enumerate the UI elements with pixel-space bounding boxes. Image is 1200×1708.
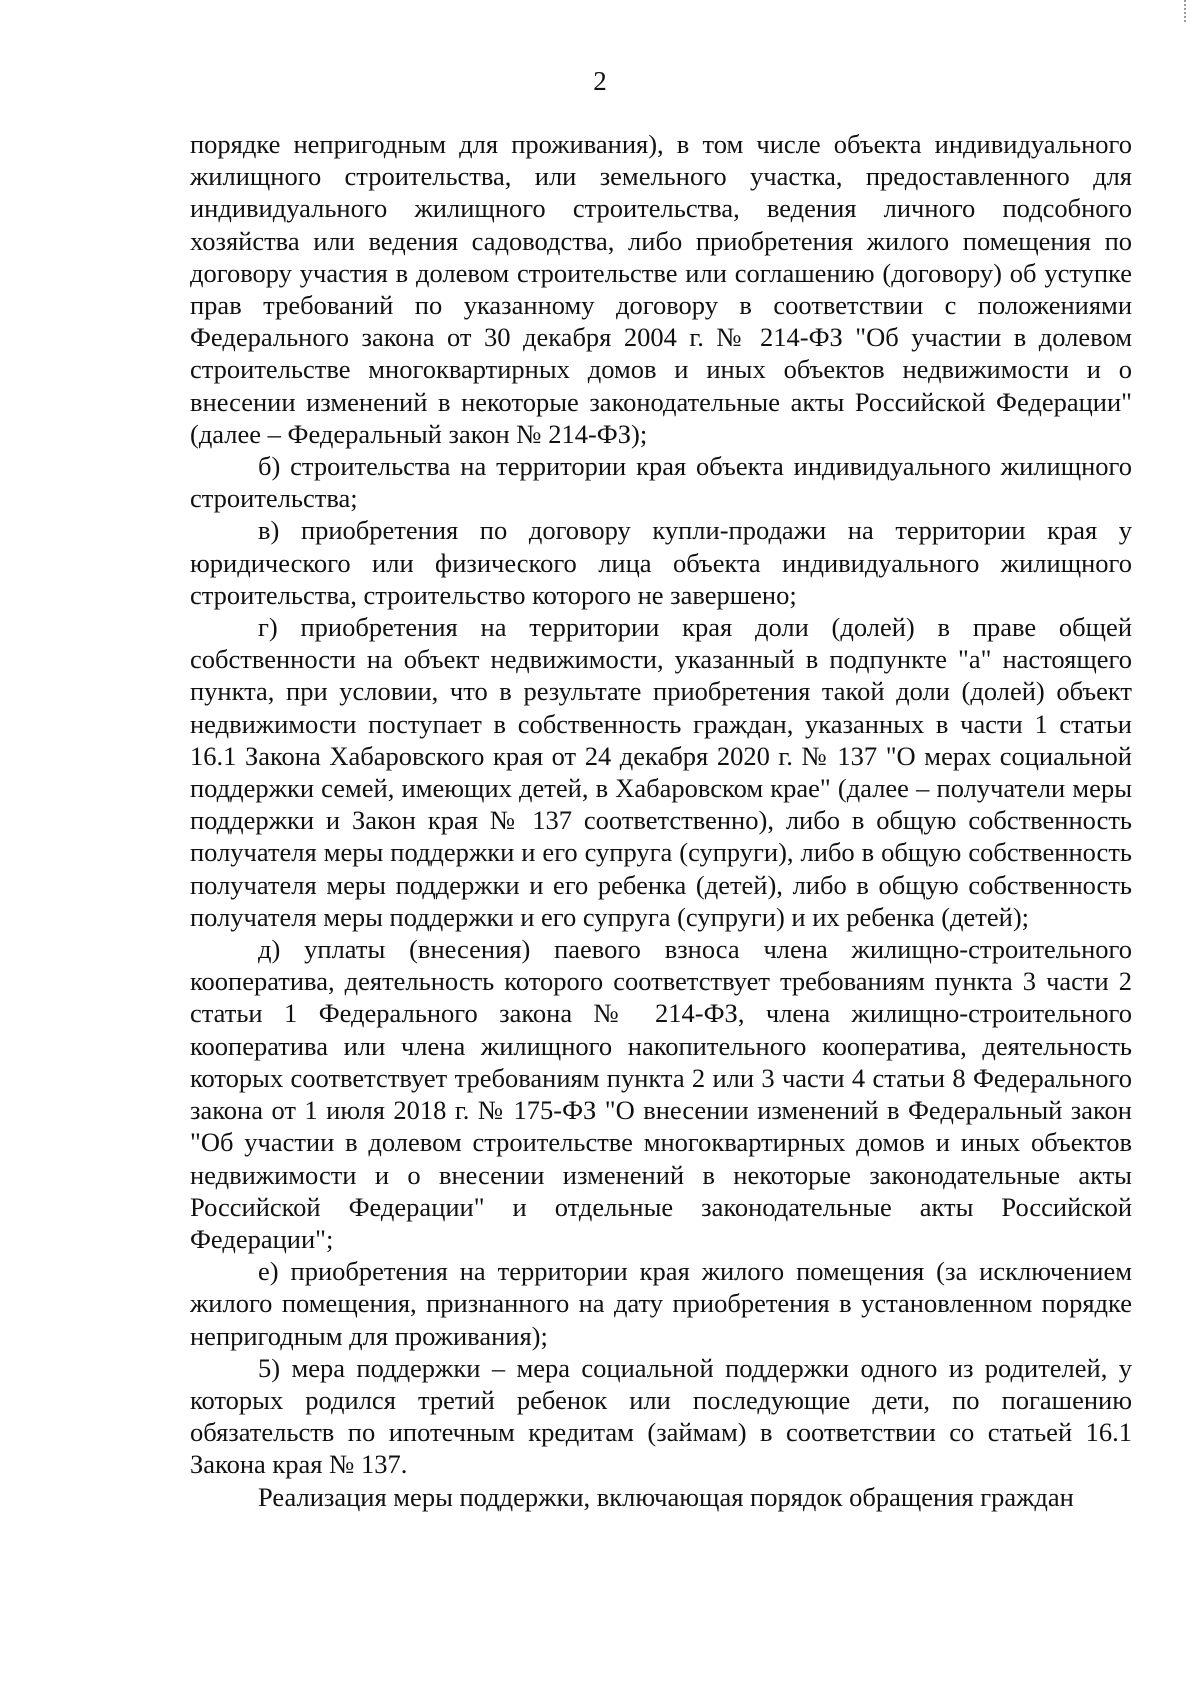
- scan-edge-mark: [1184, 0, 1200, 22]
- page-number: 2: [593, 66, 607, 96]
- paragraph-item-d: д) уплаты (внесения) паевого взноса члена жилищно-строительного кооператива, деятельность которого соответствует требованиям пункта 3 части 2 статьи 1 Федерального закона № 214-ФЗ, члена жилищно-строительного кооператива или члена жилищного накопительного кооператива, деятельность которых соответствует требованиям пункта 2 или 3 части 4 статьи 8 Федерального закона от 1 июля 2018 г. № 175-ФЗ "О внесении изменений в Федеральный закон "Об участии в долевом строительстве многоквартирных домов и иных объектов недвижимости и о внесении изменений в некоторые законодательные акты Российской Федерации" и отдельные законодательные акты Российской Федерации";: [190, 934, 1132, 1254]
- paragraph-item-b: б) строительства на территории края объекта индивидуального жилищного строительства;: [190, 451, 1132, 514]
- paragraph-item-5: 5) мера поддержки – мера социальной поддержки одного из родителей, у которых родился третий ребенок или последующие дети, по погашению обязательств по ипотечным кредитам (займам) в соответствии со статьей 16.1 Закона края № 137.: [190, 1352, 1132, 1480]
- paragraph-continuation: порядке непригодным для проживания), в том числе объекта индивидуального жилищного строительства, или земельного участка, предоставленного для индивидуального жилищного строительства, ведения личного подсобного хозяйства или ведения садоводства, либо приобретения жилого помещения по договору участия в долевом строительстве или соглашению (договору) об уступке прав требований по указанному договору в соответствии с положениями Федерального закона от 30 декабря 2004 г. № 214-ФЗ "Об участии в долевом строительстве многоквартирных домов и иных объектов недвижимости и о внесении изменений в некоторые законодательные акты Российской Федерации" (далее – Федеральный закон № 214-ФЗ);: [190, 129, 1132, 449]
- paragraph-item-v: в) приобретения по договору купли-продажи на территории края у юридического или физического лица объекта индивидуального жилищного строительства, строительство которого не завершено;: [190, 515, 1132, 610]
- paragraph-implementation: Реализация меры поддержки, включающая порядок обращения граждан: [258, 1481, 1074, 1512]
- paragraph-item-g: г) приобретения на территории края доли (долей) в праве общей собственности на объект недвижимости, указанный в подпункте "а" настоящего пункта, при условии, что в результате приобретения такой доли (долей) объект недвижимости поступает в собственность граждан, указанных в части 1 статьи 16.1 Закона Хабаровского края от 24 декабря 2020 г. № 137 "О мерах социальной поддержки семей, имеющих детей, в Хабаровском крае" (далее – получатели меры поддержки и Закон края № 137 соответственно), либо в общую собственность получателя меры поддержки и его супруга (супруги), либо в общую собственность получателя меры поддержки и его ребенка (детей), либо в общую собственность получателя меры поддержки и его супруга (супруги) и их ребенка (детей);: [190, 612, 1132, 932]
- paragraph-item-e: е) приобретения на территории края жилого помещения (за исключением жилого помещения, признанного на дату приобретения в установленном порядке непригодным для проживания);: [190, 1256, 1132, 1351]
- document-body: [190, 128, 1132, 1513]
